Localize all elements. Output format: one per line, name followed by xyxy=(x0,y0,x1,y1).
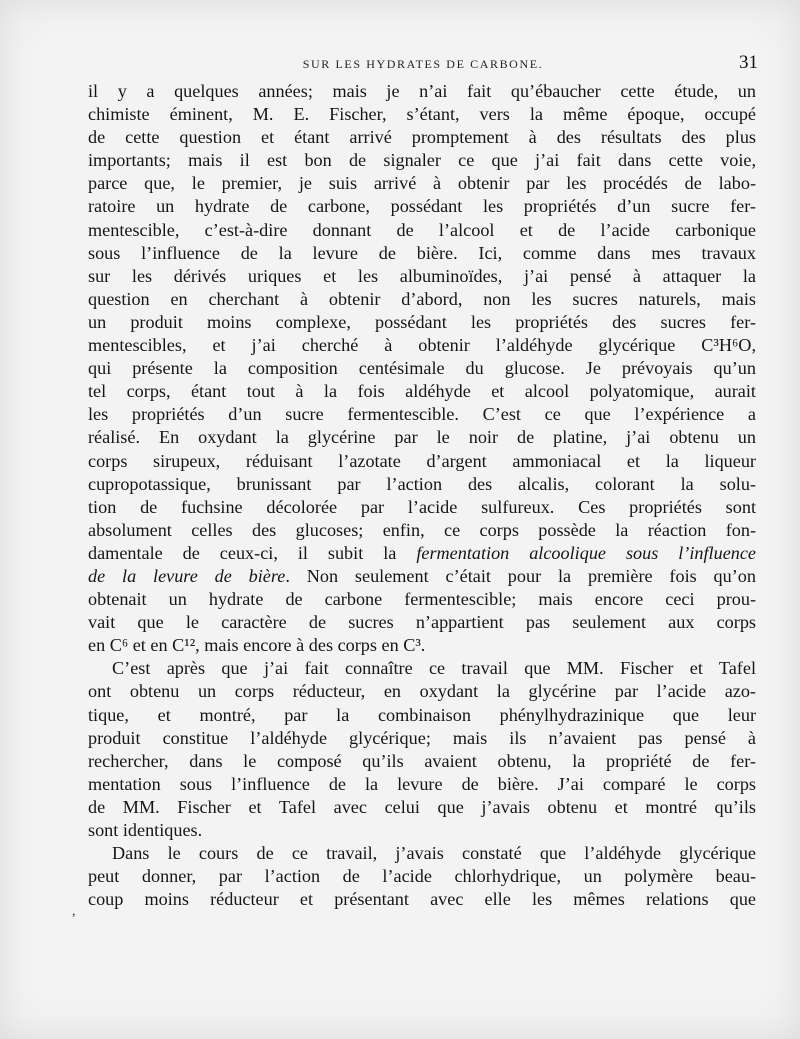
text-line: sont identiques. xyxy=(88,820,203,840)
text-line-with-italic xyxy=(88,565,756,588)
text-line: sur les dérivés uriques et les albuminoïdes, j’ai pensé à attaquer la xyxy=(88,265,756,286)
text-line: question en cherchant à obtenir d’abord, non les sucres naturels, mais xyxy=(88,288,756,309)
text-line: les propriétés d’un sucre fermentescible. C’est ce que l’expérience a xyxy=(88,404,756,425)
text-line: cupropotassique, brunissant par l’action des alcalis, colorant la solu- xyxy=(88,473,756,494)
text-line-with-italic xyxy=(88,542,756,565)
text-segment: . Non seulement c’était pour la première fois qu’on xyxy=(285,565,756,586)
text-line: parce que, le premier, je suis arrivé à obtenir par les procédés de labo- xyxy=(88,173,756,194)
text-line: ratoire un hydrate de carbone, possédant les propriétés d’un sucre fer- xyxy=(88,196,756,217)
margin-mark: , xyxy=(72,904,76,919)
text-line: tique, et montré, par la combinaison phénylhydrazinique que leur xyxy=(88,704,756,725)
text-line: mentation sous l’influence de la levure de bière. J’ai comparé le corps xyxy=(88,773,756,794)
text-line: obtenait un hydrate de carbone fermentescible; mais encore ceci prou- xyxy=(88,589,756,610)
text-line: importants; mais il est bon de signaler ce que j’ai fait dans cette voie, xyxy=(88,150,756,171)
text-line: coup moins réducteur et présentant avec elle les mêmes relations que xyxy=(88,889,756,910)
text-line: tel corps, étant tout à la fois aldéhyde et alcool polyatomique, aurait xyxy=(88,381,756,402)
text-line: sous l’influence de la levure de bière. Ici, comme dans mes travaux xyxy=(88,242,756,263)
text-line: réalisé. En oxydant la glycérine par le noir de platine, j’ai obtenu un xyxy=(88,427,756,448)
running-head: SUR LES HYDRATES DE CARBONE. xyxy=(302,57,544,71)
text-line: mentescible, c’est-à-dire donnant de l’alcool et de l’acide carbonique xyxy=(88,219,756,240)
text-line: il y a quelques années; mais je n’ai fait qu’ébaucher cette étude, un xyxy=(88,81,756,101)
paragraph-start-line: Dans le cours de ce travail, j’avais constaté que l’aldéhyde glycérique xyxy=(112,843,756,864)
text-line: de MM. Fischer et Tafel avec celui que j’avais obtenu et montré qu’ils xyxy=(88,796,756,817)
text-line: ont obtenu un corps réducteur, en oxydant la glycérine par l’acide azo- xyxy=(88,681,756,702)
text-line: de cette question et étant arrivé promptement à des résultats des plus xyxy=(88,127,756,148)
body-text xyxy=(88,80,756,911)
text-line: un produit moins complexe, possédant les propriétés des sucres fer- xyxy=(88,311,756,332)
text-line: qui présente la composition centésimale du glucose. Je prévoyais qu’un xyxy=(88,358,756,379)
text-line: absolument celles des glucoses; enfin, ce corps possède la réaction fon- xyxy=(88,519,756,540)
italic-phrase: de la levure de bière xyxy=(88,565,286,586)
italic-phrase: fermentation alcoolique sous l’influence xyxy=(416,542,756,563)
text-line: peut donner, par l’action de l’acide chlorhydrique, un polymère beau- xyxy=(88,866,756,887)
text-line: produit constitue l’aldéhyde glycérique; mais ils n’avaient pas pensé à xyxy=(88,727,756,748)
text-line: tion de fuchsine décolorée par l’acide sulfureux. Ces propriétés sont xyxy=(88,496,756,517)
text-line: vait que le caractère de sucres n’appartient pas seulement aux corps xyxy=(88,612,756,633)
text-segment: damentale de ceux-ci, il subit la xyxy=(88,542,397,563)
text-line: chimiste éminent, M. E. Fischer, s’étant, vers la même époque, occupé xyxy=(88,104,756,125)
text-line: en C⁶ et en C¹², mais encore à des corps en C³. xyxy=(88,635,426,656)
text-line: mentescibles, et j’ai cherché à obtenir l’aldéhyde glycérique C³H⁶O, xyxy=(88,335,756,356)
text-line: corps sirupeux, réduisant l’azotate d’argent ammoniacal et la liqueur xyxy=(88,450,756,471)
page-number: 31 xyxy=(739,52,758,73)
paragraph-start-line: C’est après que j’ai fait connaître ce travail que MM. Fischer et Tafel xyxy=(112,658,756,679)
text-line: rechercher, dans le composé qu’ils avaient obtenu, la propriété de fer- xyxy=(88,750,756,771)
